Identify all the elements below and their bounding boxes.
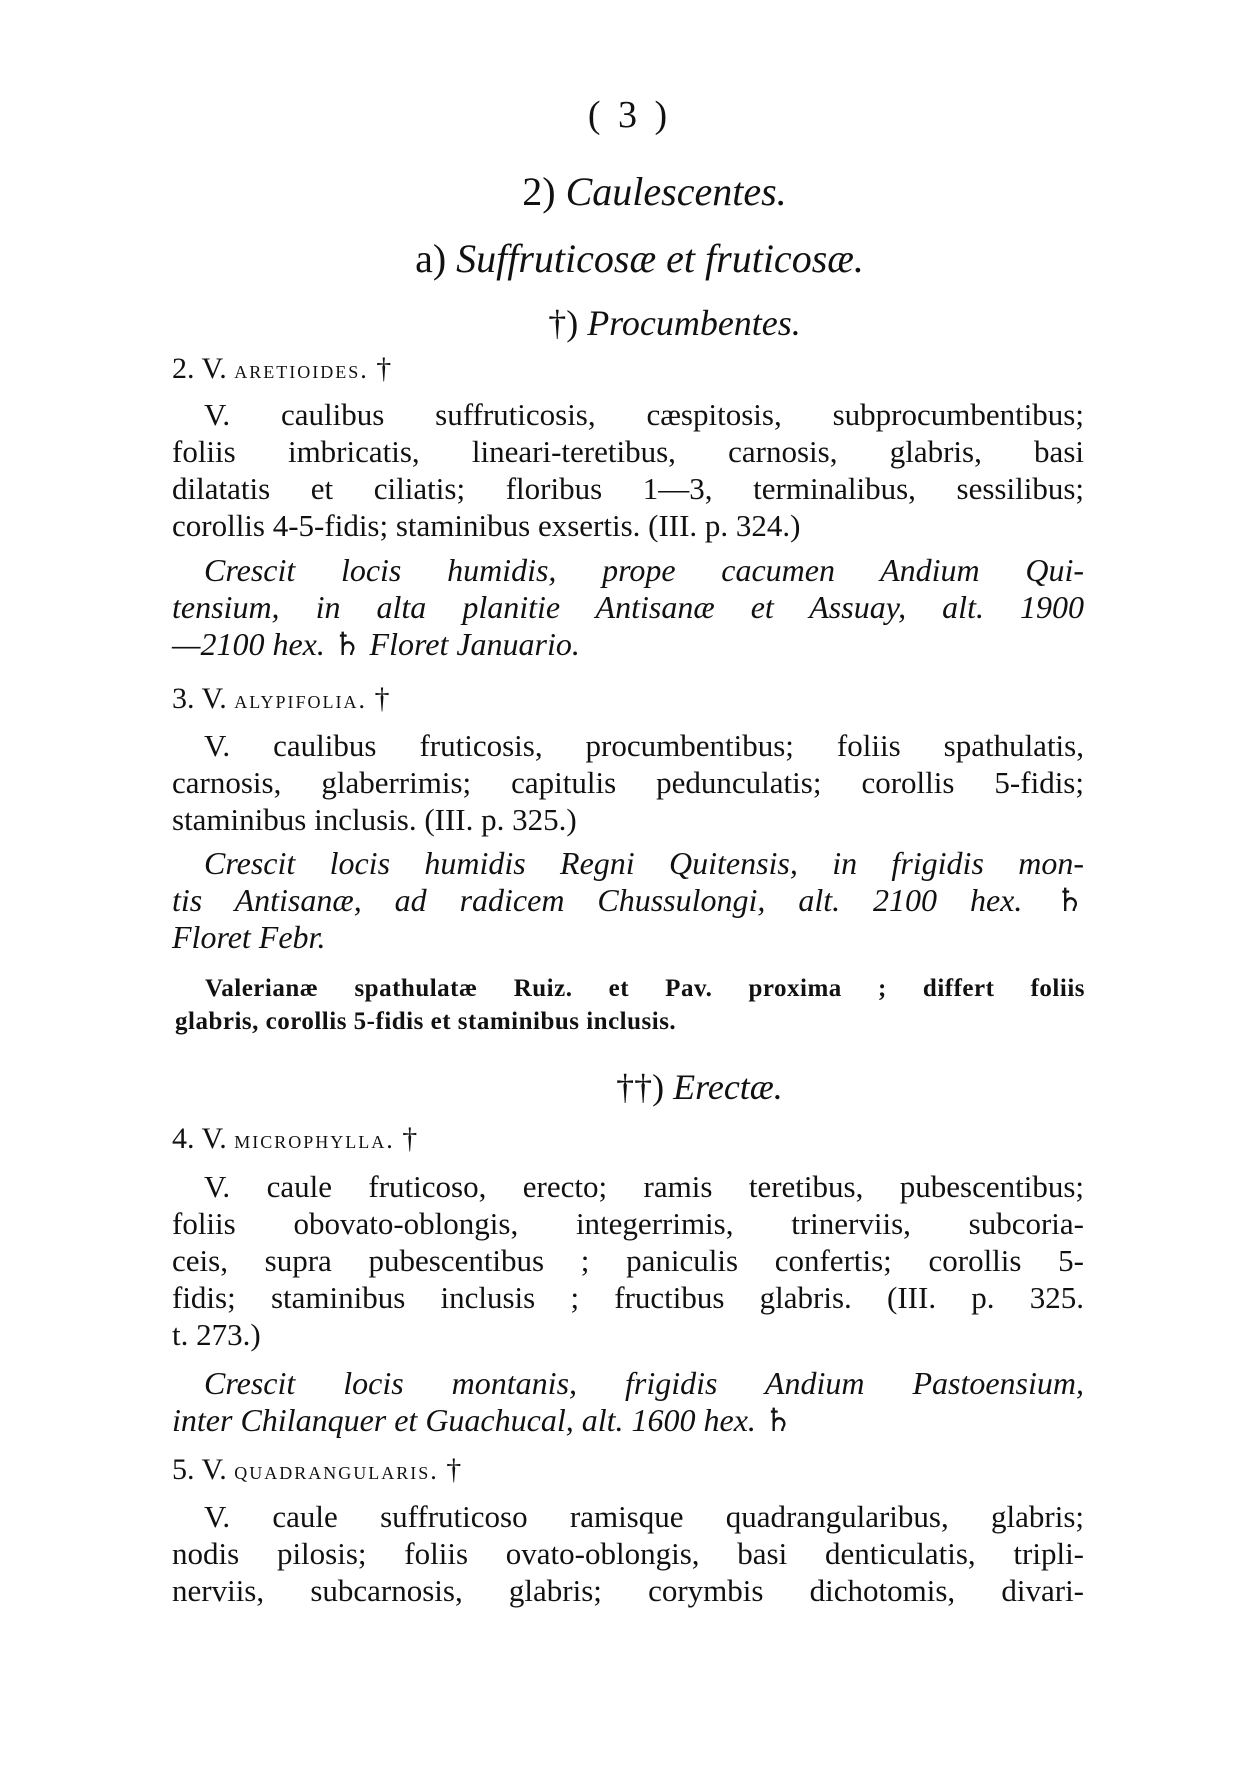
habitat-line: Crescit locis humidis, prope cacumen Andium Qui-	[204, 552, 1084, 588]
species-title	[172, 352, 391, 386]
description-line: foliis obovato-oblongis, integerrimis, trinerviis, subcoria-	[172, 1206, 1084, 1241]
description-line: V. caule fruticoso, erecto; ramis teretibus, pubescentibus;	[204, 1169, 1084, 1204]
species-name: aretioides.	[234, 355, 369, 384]
heading-text: Caulescentes.	[565, 169, 787, 214]
species-description	[172, 727, 1084, 838]
habitat-line: —2100 hex. ♄ Floret Januario.	[172, 626, 580, 662]
page-number: ( 3 )	[587, 94, 672, 136]
description-line: V. caule suffruticoso ramisque quadrangularibus, glabris;	[204, 1499, 1084, 1534]
heading-marker: 2)	[522, 169, 556, 214]
heading-text: Procumbentes.	[587, 303, 801, 343]
note-line: glabris, corollis 5-fidis et staminibus inclusis.	[175, 1008, 677, 1035]
description-line: nodis pilosis; foliis ovato-oblongis, basi denticulatis, tripli-	[172, 1536, 1084, 1571]
note-line: Valerianæ spathulatæ Ruiz. et Pav. proxima ; differt foliis	[205, 975, 1085, 1002]
description-line: t. 273.)	[172, 1317, 261, 1352]
habitat-line: Floret Febr.	[172, 919, 326, 955]
description-line: corollis 4-5-fidis; staminibus exsertis. (III. p. 324.)	[172, 508, 801, 543]
description-line: fidis; staminibus inclusis ; fructibus glabris. (III. p. 325.	[172, 1280, 1084, 1315]
species-name: microphylla.	[234, 1125, 395, 1154]
description-line: nerviis, subcarnosis, glabris; corymbis dichotomis, divari-	[172, 1573, 1084, 1608]
description-line: staminibus inclusis. (III. p. 325.)	[172, 802, 577, 837]
heading-marker: †)	[548, 303, 579, 343]
habitat-line: tensium, in alta planitie Antisanæ et Assuay, alt. 1900	[172, 589, 1084, 625]
cross-symbol: †	[374, 682, 390, 715]
cross-symbol: †	[446, 1453, 462, 1486]
heading-caulescentes	[0, 168, 1259, 215]
species-name: quadrangularis.	[234, 1456, 439, 1485]
heading-text: Erectæ.	[673, 1067, 783, 1107]
description-line: V. caulibus suffruticosis, cæspitosis, subprocumbentibus;	[204, 397, 1084, 432]
description-line: V. caulibus fruticosis, procumbentibus; foliis spathulatis,	[204, 728, 1084, 763]
heading-procumbentes	[0, 302, 1259, 344]
species-description	[172, 396, 1084, 544]
species-number: 5. V.	[172, 1453, 227, 1486]
species-description	[172, 1168, 1084, 1353]
cross-symbol: †	[376, 352, 392, 385]
habitat-line: Crescit locis humidis Regni Quitensis, in frigidis mon-	[204, 845, 1084, 881]
heading-marker: ††)	[616, 1067, 665, 1107]
species-description	[172, 1498, 1084, 1609]
species-note	[175, 972, 1085, 1038]
heading-marker: a)	[415, 236, 447, 281]
species-number: 2. V.	[172, 352, 227, 385]
cross-symbol: †	[402, 1122, 418, 1155]
species-name: alypifolia.	[234, 685, 367, 714]
species-title	[172, 1122, 417, 1156]
habitat-line: tis Antisanæ, ad radicem Chussulongi, alt. 2100 hex. ♄	[172, 882, 1084, 918]
description-line: dilatatis et ciliatis; floribus 1—3, terminalibus, sessilibus;	[172, 471, 1084, 506]
heading-text: Suffruticosæ et fruticosæ.	[456, 236, 864, 281]
species-title	[172, 682, 389, 716]
habitat-line: Crescit locis montanis, frigidis Andium Pastoensium,	[204, 1365, 1084, 1401]
species-number: 4. V.	[172, 1122, 227, 1155]
heading-erectae	[0, 1066, 1259, 1108]
species-number: 3. V.	[172, 682, 227, 715]
species-title	[172, 1453, 461, 1487]
description-line: ceis, supra pubescentibus ; paniculis confertis; corollis 5-	[172, 1243, 1084, 1278]
heading-suffruticosae	[0, 235, 1259, 282]
description-line: foliis imbricatis, lineari-teretibus, carnosis, glabris, basi	[172, 434, 1084, 469]
habitat-line: inter Chilanquer et Guachucal, alt. 1600 hex. ♄	[172, 1402, 793, 1438]
species-habitat	[172, 845, 1084, 956]
species-habitat	[172, 552, 1084, 663]
description-line: carnosis, glaberrimis; capitulis pedunculatis; corollis 5-fidis;	[172, 765, 1084, 800]
species-habitat	[172, 1365, 1084, 1439]
